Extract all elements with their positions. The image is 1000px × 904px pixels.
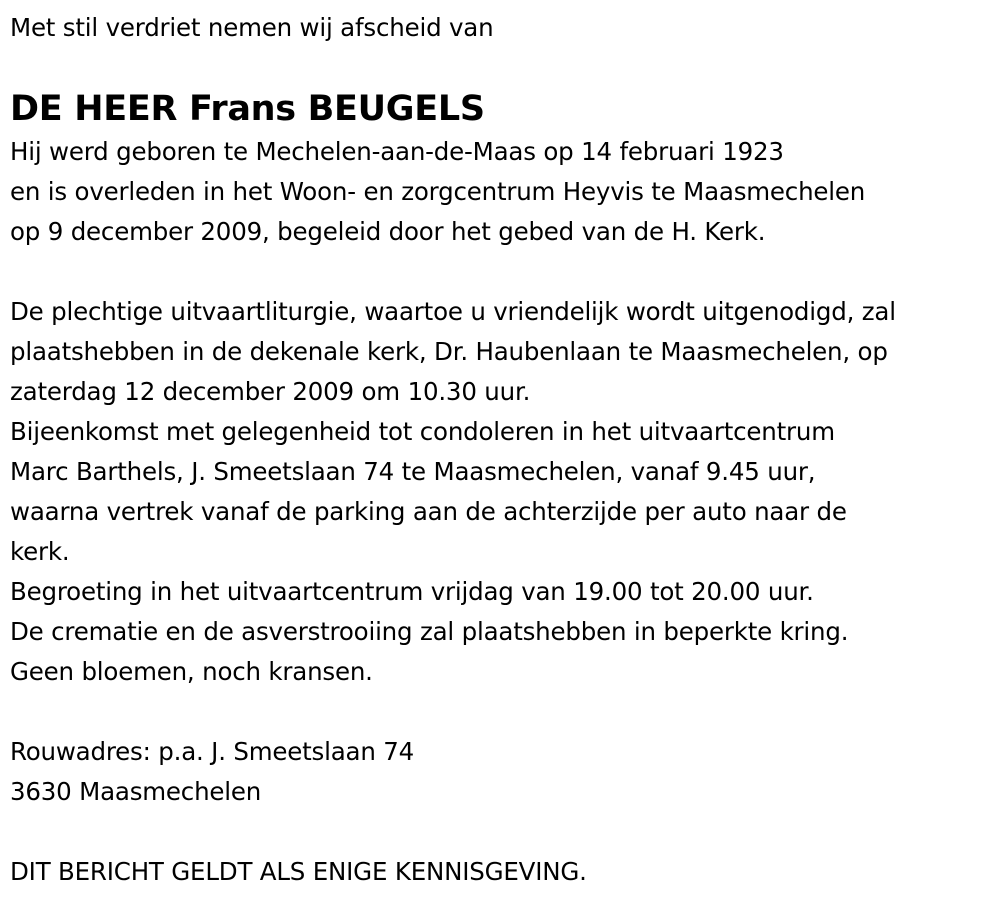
birth-death-line: Hij werd geboren te Mechelen-aan-de-Maas op 14 februari 1923: [10, 137, 784, 166]
address-block: [10, 732, 995, 812]
intro-text: Met stil verdriet nemen wij afscheid van: [10, 13, 494, 42]
ceremony-line: Begroeting in het uitvaartcentrum vrijdag van 19.00 tot 20.00 uur.: [10, 577, 814, 606]
address-line: 3630 Maasmechelen: [10, 777, 262, 806]
ceremony-line: zaterdag 12 december 2009 om 10.30 uur.: [10, 377, 531, 406]
deceased-name-heading: DE HEER Frans BEUGELS: [10, 89, 485, 129]
address-line: Rouwadres: p.a. J. Smeetslaan 74: [10, 737, 415, 766]
obituary-document: [10, 8, 995, 892]
spacer: [10, 692, 995, 732]
birth-death-line: en is overleden in het Woon- en zorgcentrum Heyvis te Maasmechelen: [10, 177, 866, 206]
spacer: [10, 812, 995, 852]
ceremony-line: kerk.: [10, 537, 70, 566]
ceremony-line: De plechtige uitvaartliturgie, waartoe u vriendelijk wordt uitgenodigd, zal: [10, 297, 896, 326]
ceremony-line: Marc Barthels, J. Smeetslaan 74 te Maasmechelen, vanaf 9.45 uur,: [10, 457, 816, 486]
ceremony-line: De crematie en de asverstrooiing zal plaatshebben in beperkte kring.: [10, 617, 849, 646]
ceremony-line: Bijeenkomst met gelegenheid tot condoleren in het uitvaartcentrum: [10, 417, 835, 446]
ceremony-line: waarna vertrek vanaf de parking aan de achterzijde per auto naar de: [10, 497, 847, 526]
ceremony-line: Geen bloemen, noch kransen.: [10, 657, 373, 686]
ceremony-line: plaatshebben in de dekenale kerk, Dr. Haubenlaan te Maasmechelen, op: [10, 337, 888, 366]
birth-death-line: op 9 december 2009, begeleid door het gebed van de H. Kerk.: [10, 217, 766, 246]
birth-death-paragraph: [10, 132, 995, 252]
notice-text: DIT BERICHT GELDT ALS ENIGE KENNISGEVING.: [10, 857, 587, 886]
spacer: [10, 252, 995, 292]
ceremony-paragraph: [10, 292, 995, 692]
